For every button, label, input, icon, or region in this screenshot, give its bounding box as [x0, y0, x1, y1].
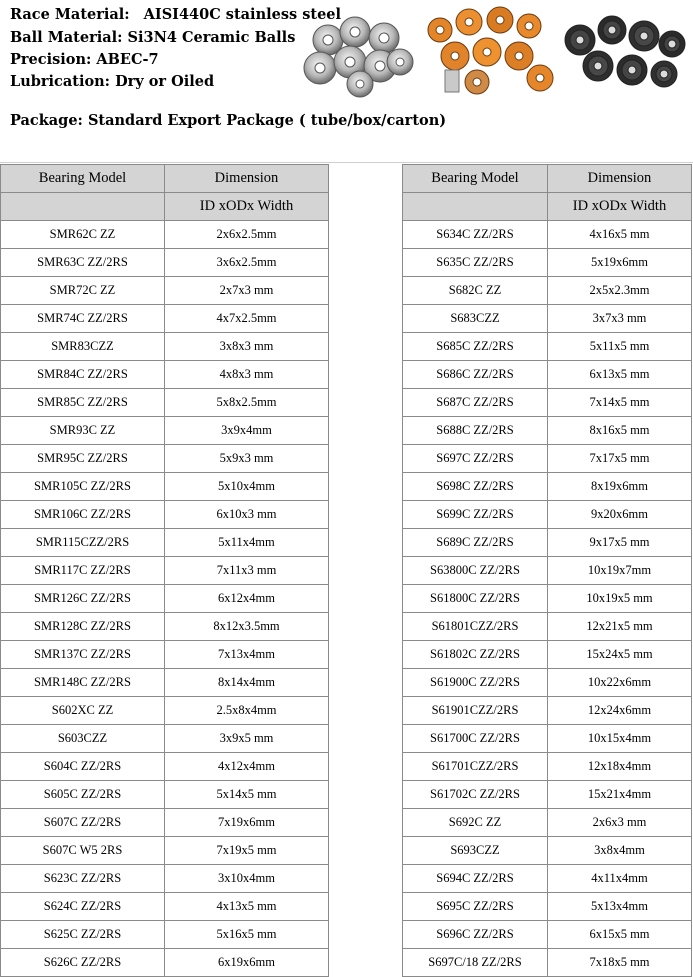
- bearing-model-cell: SMR85C ZZ/2RS: [1, 389, 165, 417]
- package-line: Package: Standard Export Package ( tube/box/carton): [10, 112, 447, 129]
- table-row: [403, 697, 692, 725]
- table-row: [1, 277, 329, 305]
- bearing-model-cell: SMR72C ZZ: [1, 277, 165, 305]
- table-row: [403, 529, 692, 557]
- precision-line: Precision: ABEC-7: [10, 51, 159, 68]
- dimension-cell: 6x12x4mm: [165, 585, 329, 613]
- bearing-model-cell: S607C ZZ/2RS: [1, 809, 165, 837]
- bearing-model-cell: S61800C ZZ/2RS: [403, 585, 548, 613]
- bearing-model-cell: S603CZZ: [1, 725, 165, 753]
- table-row: [403, 473, 692, 501]
- bearing-model-cell: S697C ZZ/2RS: [403, 445, 548, 473]
- table-row: [1, 893, 329, 921]
- table-row: [403, 613, 692, 641]
- bearing-model-cell: S686C ZZ/2RS: [403, 361, 548, 389]
- dimension-cell: 3x9x5 mm: [165, 725, 329, 753]
- bearing-model-cell: S61701CZZ/2RS: [403, 753, 548, 781]
- dimension-cell: 6x10x3 mm: [165, 501, 329, 529]
- dimension-cell: 3x9x4mm: [165, 417, 329, 445]
- bearing-model-cell: SMR106C ZZ/2RS: [1, 501, 165, 529]
- table-row: [403, 333, 692, 361]
- model-header: Bearing Model: [403, 165, 548, 193]
- dimension-cell: 9x17x5 mm: [548, 529, 692, 557]
- table-row: [1, 473, 329, 501]
- table-row: [403, 445, 692, 473]
- race-material-value: AISI440C stainless steel: [143, 6, 342, 23]
- dimension-cell: 10x19x7mm: [548, 557, 692, 585]
- bearing-model-cell: S692C ZZ: [403, 809, 548, 837]
- table-row: [403, 557, 692, 585]
- bearing-model-cell: S689C ZZ/2RS: [403, 529, 548, 557]
- dimension-cell: 4x8x3 mm: [165, 361, 329, 389]
- bearing-model-cell: S604C ZZ/2RS: [1, 753, 165, 781]
- bearing-model-cell: S682C ZZ: [403, 277, 548, 305]
- header-row: [403, 165, 692, 193]
- dimension-cell: 3x10x4mm: [165, 865, 329, 893]
- bearing-model-cell: SMR74C ZZ/2RS: [1, 305, 165, 333]
- bearing-model-cell: S61702C ZZ/2RS: [403, 781, 548, 809]
- dimension-cell: 2x5x2.3mm: [548, 277, 692, 305]
- dimension-cell: 8x19x6mm: [548, 473, 692, 501]
- table-row: [403, 361, 692, 389]
- dimension-cell: 7x19x5 mm: [165, 837, 329, 865]
- ball-material-line: Ball Material: Si3N4 Ceramic Balls: [10, 29, 296, 46]
- table-row: [1, 333, 329, 361]
- bearing-model-cell: S61901CZZ/2RS: [403, 697, 548, 725]
- silver-bearings-photo: [300, 0, 415, 100]
- dimension-cell: 3x8x4mm: [548, 837, 692, 865]
- dimension-subheader: ID xODx Width: [548, 193, 692, 221]
- table-row: [1, 417, 329, 445]
- bearing-model-cell: SMR84C ZZ/2RS: [1, 361, 165, 389]
- bearing-model-cell: SMR63C ZZ/2RS: [1, 249, 165, 277]
- bearing-model-cell: S698C ZZ/2RS: [403, 473, 548, 501]
- subheader-row: [1, 193, 329, 221]
- table-row: [403, 837, 692, 865]
- bearing-model-cell: S61900C ZZ/2RS: [403, 669, 548, 697]
- bearing-model-cell: S699C ZZ/2RS: [403, 501, 548, 529]
- header-divider: [0, 162, 693, 163]
- table-row: [403, 809, 692, 837]
- bearing-model-cell: SMR148C ZZ/2RS: [1, 669, 165, 697]
- dimension-cell: 10x15x4mm: [548, 725, 692, 753]
- dimension-cell: 4x13x5 mm: [165, 893, 329, 921]
- right-spec-table: [402, 164, 692, 977]
- table-row: [1, 641, 329, 669]
- bearing-model-cell: S687C ZZ/2RS: [403, 389, 548, 417]
- bearing-model-cell: S634C ZZ/2RS: [403, 221, 548, 249]
- dimension-cell: 4x11x4mm: [548, 865, 692, 893]
- dimension-cell: 2x6x3 mm: [548, 809, 692, 837]
- header-row: [1, 165, 329, 193]
- table-row: [403, 585, 692, 613]
- table-row: [1, 949, 329, 977]
- bearing-model-cell: SMR93C ZZ: [1, 417, 165, 445]
- bearing-model-cell: SMR117C ZZ/2RS: [1, 557, 165, 585]
- dimension-cell: 2x7x3 mm: [165, 277, 329, 305]
- dimension-cell: 8x14x4mm: [165, 669, 329, 697]
- spec-header: [0, 0, 693, 163]
- bearing-model-cell: S624C ZZ/2RS: [1, 893, 165, 921]
- dimension-cell: 2.5x8x4mm: [165, 697, 329, 725]
- race-material-line: [10, 6, 341, 24]
- dimension-cell: 5x19x6mm: [548, 249, 692, 277]
- table-row: [403, 893, 692, 921]
- table-row: [1, 669, 329, 697]
- table-row: [403, 753, 692, 781]
- dimension-cell: 6x19x6mm: [165, 949, 329, 977]
- table-row: [403, 641, 692, 669]
- dimension-cell: 5x16x5 mm: [165, 921, 329, 949]
- table-row: [1, 697, 329, 725]
- table-row: [1, 557, 329, 585]
- model-header: Bearing Model: [1, 165, 165, 193]
- table-row: [1, 613, 329, 641]
- bearing-model-cell: S607C W5 2RS: [1, 837, 165, 865]
- table-row: [403, 949, 692, 977]
- bearing-model-cell: S61700C ZZ/2RS: [403, 725, 548, 753]
- table-row: [1, 529, 329, 557]
- lubrication-line: Lubrication: Dry or Oiled: [10, 73, 215, 90]
- table-row: [1, 305, 329, 333]
- table-row: [1, 809, 329, 837]
- dimension-cell: 5x14x5 mm: [165, 781, 329, 809]
- dimension-cell: 6x15x5 mm: [548, 921, 692, 949]
- table-row: [1, 753, 329, 781]
- dimension-header: Dimension: [165, 165, 329, 193]
- bearing-model-cell: SMR126C ZZ/2RS: [1, 585, 165, 613]
- subheader-row: [403, 193, 692, 221]
- dimension-cell: 4x7x2.5mm: [165, 305, 329, 333]
- right-table-body: [403, 165, 692, 977]
- bearing-model-cell: SMR128C ZZ/2RS: [1, 613, 165, 641]
- table-row: [403, 781, 692, 809]
- bearing-model-cell: S695C ZZ/2RS: [403, 893, 548, 921]
- dimension-cell: 3x6x2.5mm: [165, 249, 329, 277]
- dimension-cell: 7x13x4mm: [165, 641, 329, 669]
- dimension-cell: 15x24x5 mm: [548, 641, 692, 669]
- table-row: [1, 361, 329, 389]
- bearing-model-cell: SMR62C ZZ: [1, 221, 165, 249]
- table-row: [403, 305, 692, 333]
- dimension-subheader: ID xODx Width: [165, 193, 329, 221]
- bearing-model-cell: S635C ZZ/2RS: [403, 249, 548, 277]
- bearing-model-cell: S625C ZZ/2RS: [1, 921, 165, 949]
- dimension-cell: 3x8x3 mm: [165, 333, 329, 361]
- table-row: [1, 921, 329, 949]
- table-row: [1, 249, 329, 277]
- dimension-cell: 7x11x3 mm: [165, 557, 329, 585]
- bearing-model-cell: SMR95C ZZ/2RS: [1, 445, 165, 473]
- dimension-cell: 5x11x4mm: [165, 529, 329, 557]
- dimension-cell: 7x14x5 mm: [548, 389, 692, 417]
- black-seal-bearings-photo: [560, 0, 693, 100]
- bearing-model-cell: S623C ZZ/2RS: [1, 865, 165, 893]
- dimension-cell: 8x12x3.5mm: [165, 613, 329, 641]
- dimension-cell: 4x16x5 mm: [548, 221, 692, 249]
- dimension-cell: 9x20x6mm: [548, 501, 692, 529]
- bearing-model-cell: S61801CZZ/2RS: [403, 613, 548, 641]
- table-row: [403, 669, 692, 697]
- bearing-model-cell: S63800C ZZ/2RS: [403, 557, 548, 585]
- bearing-model-cell: S688C ZZ/2RS: [403, 417, 548, 445]
- dimension-cell: 5x11x5 mm: [548, 333, 692, 361]
- bearing-model-cell: S693CZZ: [403, 837, 548, 865]
- bearing-model-cell: S61802C ZZ/2RS: [403, 641, 548, 669]
- table-row: [403, 725, 692, 753]
- table-row: [1, 501, 329, 529]
- model-subheader-blank: [1, 193, 165, 221]
- dimension-cell: 12x24x6mm: [548, 697, 692, 725]
- dimension-cell: 10x19x5 mm: [548, 585, 692, 613]
- table-row: [403, 417, 692, 445]
- dimension-cell: 7x19x6mm: [165, 809, 329, 837]
- model-subheader-blank: [403, 193, 548, 221]
- dimension-cell: 12x18x4mm: [548, 753, 692, 781]
- dimension-cell: 3x7x3 mm: [548, 305, 692, 333]
- bearing-model-cell: S696C ZZ/2RS: [403, 921, 548, 949]
- dimension-cell: 15x21x4mm: [548, 781, 692, 809]
- left-table-body: [1, 165, 329, 977]
- table-row: [403, 389, 692, 417]
- table-row: [1, 781, 329, 809]
- table-row: [1, 221, 329, 249]
- bearing-model-cell: SMR83CZZ: [1, 333, 165, 361]
- table-row: [1, 837, 329, 865]
- bearing-model-cell: SMR105C ZZ/2RS: [1, 473, 165, 501]
- dimension-cell: 8x16x5 mm: [548, 417, 692, 445]
- bearing-model-cell: SMR137C ZZ/2RS: [1, 641, 165, 669]
- bearing-model-cell: S697C/18 ZZ/2RS: [403, 949, 548, 977]
- table-row: [403, 221, 692, 249]
- table-row: [1, 865, 329, 893]
- table-row: [403, 501, 692, 529]
- table-row: [403, 865, 692, 893]
- dimension-cell: 7x17x5 mm: [548, 445, 692, 473]
- dimension-cell: 4x12x4mm: [165, 753, 329, 781]
- dimension-cell: 12x21x5 mm: [548, 613, 692, 641]
- orange-seal-bearings-photo: [425, 0, 555, 100]
- table-row: [403, 921, 692, 949]
- table-row: [403, 277, 692, 305]
- table-row: [1, 585, 329, 613]
- race-material-label: Race Material:: [10, 6, 130, 23]
- dimension-cell: 5x8x2.5mm: [165, 389, 329, 417]
- dimension-cell: 2x6x2.5mm: [165, 221, 329, 249]
- dimension-cell: 7x18x5 mm: [548, 949, 692, 977]
- bearing-model-cell: S602XC ZZ: [1, 697, 165, 725]
- bearing-model-cell: S626C ZZ/2RS: [1, 949, 165, 977]
- bearing-model-cell: S685C ZZ/2RS: [403, 333, 548, 361]
- bearing-model-cell: SMR115CZZ/2RS: [1, 529, 165, 557]
- dimension-cell: 5x9x3 mm: [165, 445, 329, 473]
- bearing-model-cell: S694C ZZ/2RS: [403, 865, 548, 893]
- dimension-header: Dimension: [548, 165, 692, 193]
- table-row: [403, 249, 692, 277]
- dimension-cell: 6x13x5 mm: [548, 361, 692, 389]
- table-row: [1, 445, 329, 473]
- table-row: [1, 389, 329, 417]
- bearing-model-cell: S683CZZ: [403, 305, 548, 333]
- dimension-cell: 5x10x4mm: [165, 473, 329, 501]
- dimension-cell: 10x22x6mm: [548, 669, 692, 697]
- bearing-model-cell: S605C ZZ/2RS: [1, 781, 165, 809]
- table-row: [1, 725, 329, 753]
- dimension-cell: 5x13x4mm: [548, 893, 692, 921]
- left-spec-table: [0, 164, 329, 977]
